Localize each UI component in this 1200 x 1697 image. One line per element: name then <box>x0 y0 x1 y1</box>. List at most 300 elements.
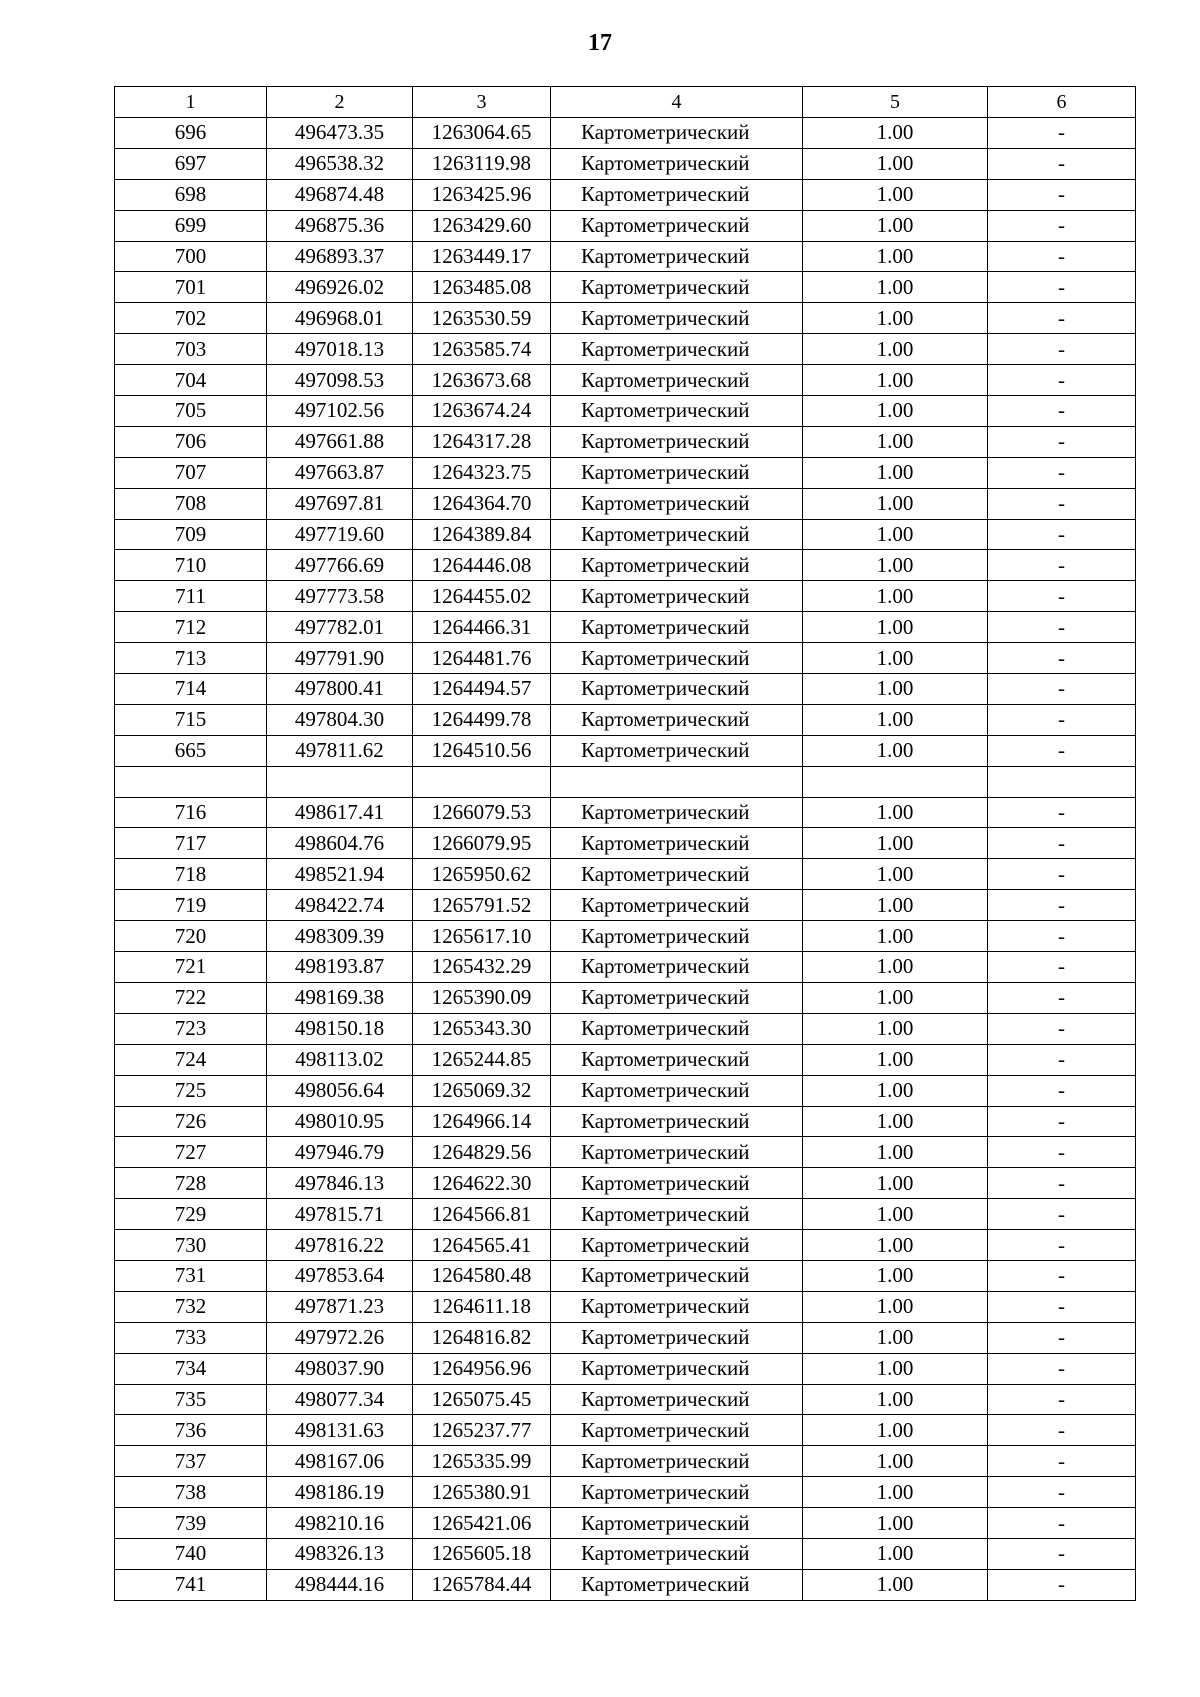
x-coordinate-cell: 498309.39 <box>267 921 413 952</box>
note-cell: - <box>988 704 1136 735</box>
accuracy-cell: 1.00 <box>803 982 988 1013</box>
accuracy-cell: 1.00 <box>803 426 988 457</box>
table-row <box>115 272 1136 303</box>
accuracy-cell: 1.00 <box>803 1137 988 1168</box>
method-cell: Картометрический <box>551 488 803 519</box>
accuracy-cell: 1.00 <box>803 241 988 272</box>
x-coordinate-cell: 498056.64 <box>267 1075 413 1106</box>
y-coordinate-cell: 1263064.65 <box>413 118 551 149</box>
note-cell: - <box>988 148 1136 179</box>
accuracy-cell: 1.00 <box>803 1384 988 1415</box>
accuracy-cell: 1.00 <box>803 148 988 179</box>
y-coordinate-cell: 1264494.57 <box>413 674 551 705</box>
note-cell: - <box>988 550 1136 581</box>
x-coordinate-cell: 497773.58 <box>267 581 413 612</box>
accuracy-cell: 1.00 <box>803 1199 988 1230</box>
note-cell: - <box>988 952 1136 983</box>
x-coordinate-cell: 498150.18 <box>267 1013 413 1044</box>
method-cell: Картометрический <box>551 426 803 457</box>
point-number-cell: 698 <box>115 179 267 210</box>
y-coordinate-cell: 1263530.59 <box>413 303 551 334</box>
point-number-cell: 702 <box>115 303 267 334</box>
x-coordinate-cell: 497663.87 <box>267 457 413 488</box>
method-cell: Картометрический <box>551 921 803 952</box>
table-row <box>115 1477 1136 1508</box>
x-coordinate-cell: 497098.53 <box>267 365 413 396</box>
method-cell: Картометрический <box>551 457 803 488</box>
accuracy-cell: 1.00 <box>803 1477 988 1508</box>
point-number-cell: 734 <box>115 1353 267 1384</box>
table-row <box>115 1508 1136 1539</box>
accuracy-cell: 1.00 <box>803 519 988 550</box>
method-cell: Картометрический <box>551 1477 803 1508</box>
x-coordinate-cell: 498167.06 <box>267 1446 413 1477</box>
column-header: 3 <box>413 87 551 118</box>
table-row <box>115 303 1136 334</box>
point-number-cell: 713 <box>115 643 267 674</box>
method-cell: Картометрический <box>551 1260 803 1291</box>
x-coordinate-cell: 497018.13 <box>267 334 413 365</box>
method-cell: Картометрический <box>551 1508 803 1539</box>
x-coordinate-cell: 497791.90 <box>267 643 413 674</box>
table-row <box>115 952 1136 983</box>
y-coordinate-cell: 1264566.81 <box>413 1199 551 1230</box>
column-header: 5 <box>803 87 988 118</box>
method-cell: Картометрический <box>551 396 803 427</box>
accuracy-cell: 1.00 <box>803 797 988 828</box>
table-row <box>115 643 1136 674</box>
table-row <box>115 118 1136 149</box>
x-coordinate-cell: 497102.56 <box>267 396 413 427</box>
point-number-cell: 721 <box>115 952 267 983</box>
note-cell: - <box>988 1137 1136 1168</box>
table-row <box>115 828 1136 859</box>
table-row <box>115 1569 1136 1600</box>
y-coordinate-cell: 1263429.60 <box>413 210 551 241</box>
y-coordinate-cell: 1266079.95 <box>413 828 551 859</box>
table-row <box>115 921 1136 952</box>
accuracy-cell: 1.00 <box>803 1291 988 1322</box>
method-cell: Картометрический <box>551 1168 803 1199</box>
point-number-cell: 733 <box>115 1322 267 1353</box>
note-cell: - <box>988 735 1136 766</box>
note-cell: - <box>988 890 1136 921</box>
note-cell: - <box>988 1384 1136 1415</box>
note-cell: - <box>988 921 1136 952</box>
note-cell: - <box>988 457 1136 488</box>
note-cell: - <box>988 1508 1136 1539</box>
x-coordinate-cell: 496874.48 <box>267 179 413 210</box>
accuracy-cell: 1.00 <box>803 210 988 241</box>
method-cell: Картометрический <box>551 982 803 1013</box>
method-cell: Картометрический <box>551 1569 803 1600</box>
note-cell: - <box>988 1477 1136 1508</box>
note-cell: - <box>988 982 1136 1013</box>
point-number-cell: 717 <box>115 828 267 859</box>
x-coordinate-cell: 496538.32 <box>267 148 413 179</box>
table-row <box>115 1044 1136 1075</box>
note-cell: - <box>988 1044 1136 1075</box>
x-coordinate-cell: 496893.37 <box>267 241 413 272</box>
method-cell: Картометрический <box>551 1446 803 1477</box>
x-coordinate-cell: 498131.63 <box>267 1415 413 1446</box>
note-cell: - <box>988 1353 1136 1384</box>
x-coordinate-cell: 497804.30 <box>267 704 413 735</box>
table-row <box>115 797 1136 828</box>
method-cell: Картометрический <box>551 519 803 550</box>
y-coordinate-cell: 1264622.30 <box>413 1168 551 1199</box>
note-cell: - <box>988 488 1136 519</box>
note-cell: - <box>988 396 1136 427</box>
table-row <box>115 1415 1136 1446</box>
point-number-cell: 723 <box>115 1013 267 1044</box>
table-row <box>115 704 1136 735</box>
accuracy-cell: 1.00 <box>803 674 988 705</box>
point-number-cell: 725 <box>115 1075 267 1106</box>
table-row <box>115 210 1136 241</box>
y-coordinate-cell: 1264499.78 <box>413 704 551 735</box>
y-coordinate-cell: 1264565.41 <box>413 1230 551 1261</box>
method-cell: Картометрический <box>551 1044 803 1075</box>
table-row <box>115 1538 1136 1569</box>
accuracy-cell: 1.00 <box>803 1538 988 1569</box>
accuracy-cell: 1.00 <box>803 1230 988 1261</box>
point-number-cell: 704 <box>115 365 267 396</box>
y-coordinate-cell: 1264816.82 <box>413 1322 551 1353</box>
x-coordinate-cell: 498169.38 <box>267 982 413 1013</box>
y-coordinate-cell: 1264317.28 <box>413 426 551 457</box>
accuracy-cell: 1.00 <box>803 1075 988 1106</box>
y-coordinate-cell: 1265390.09 <box>413 982 551 1013</box>
method-cell: Картометрический <box>551 272 803 303</box>
table-row <box>115 1199 1136 1230</box>
accuracy-cell <box>803 766 988 797</box>
accuracy-cell: 1.00 <box>803 303 988 334</box>
note-cell: - <box>988 1538 1136 1569</box>
x-coordinate-cell: 498010.95 <box>267 1106 413 1137</box>
method-cell: Картометрический <box>551 1199 803 1230</box>
x-coordinate-cell: 498193.87 <box>267 952 413 983</box>
x-coordinate-cell: 497853.64 <box>267 1260 413 1291</box>
y-coordinate-cell: 1264956.96 <box>413 1353 551 1384</box>
table-row <box>115 1446 1136 1477</box>
method-cell: Картометрический <box>551 1353 803 1384</box>
point-number-cell: 729 <box>115 1199 267 1230</box>
note-cell: - <box>988 365 1136 396</box>
x-coordinate-cell: 496926.02 <box>267 272 413 303</box>
accuracy-cell: 1.00 <box>803 859 988 890</box>
accuracy-cell: 1.00 <box>803 272 988 303</box>
note-cell: - <box>988 1415 1136 1446</box>
y-coordinate-cell: 1264455.02 <box>413 581 551 612</box>
y-coordinate-cell: 1263674.24 <box>413 396 551 427</box>
point-number-cell: 731 <box>115 1260 267 1291</box>
column-header: 4 <box>551 87 803 118</box>
accuracy-cell: 1.00 <box>803 1353 988 1384</box>
method-cell: Картометрический <box>551 581 803 612</box>
table-row <box>115 1291 1136 1322</box>
method-cell: Картометрический <box>551 1106 803 1137</box>
y-coordinate-cell: 1263673.68 <box>413 365 551 396</box>
y-coordinate-cell: 1265605.18 <box>413 1538 551 1569</box>
note-cell: - <box>988 1199 1136 1230</box>
point-number-cell: 709 <box>115 519 267 550</box>
method-cell: Картометрический <box>551 704 803 735</box>
point-number-cell: 707 <box>115 457 267 488</box>
table-row <box>115 581 1136 612</box>
accuracy-cell: 1.00 <box>803 1044 988 1075</box>
x-coordinate-cell: 498113.02 <box>267 1044 413 1075</box>
x-coordinate-cell: 497846.13 <box>267 1168 413 1199</box>
point-number-cell: 711 <box>115 581 267 612</box>
note-cell: - <box>988 303 1136 334</box>
table-row <box>115 890 1136 921</box>
table-row <box>115 241 1136 272</box>
y-coordinate-cell: 1263485.08 <box>413 272 551 303</box>
x-coordinate-cell: 496875.36 <box>267 210 413 241</box>
x-coordinate-cell: 497815.71 <box>267 1199 413 1230</box>
note-cell: - <box>988 241 1136 272</box>
y-coordinate-cell: 1265791.52 <box>413 890 551 921</box>
x-coordinate-cell: 498521.94 <box>267 859 413 890</box>
x-coordinate-cell: 497782.01 <box>267 612 413 643</box>
table-row <box>115 1013 1136 1044</box>
table-row <box>115 550 1136 581</box>
method-cell: Картометрический <box>551 179 803 210</box>
point-number-cell: 714 <box>115 674 267 705</box>
point-number-cell: 735 <box>115 1384 267 1415</box>
note-cell: - <box>988 1260 1136 1291</box>
table-row <box>115 674 1136 705</box>
point-number-cell: 712 <box>115 612 267 643</box>
table-row <box>115 179 1136 210</box>
note-cell: - <box>988 1013 1136 1044</box>
x-coordinate-cell: 498210.16 <box>267 1508 413 1539</box>
method-cell: Картометрический <box>551 643 803 674</box>
note-cell: - <box>988 674 1136 705</box>
table-row <box>115 1168 1136 1199</box>
method-cell: Картометрический <box>551 1415 803 1446</box>
point-number-cell: 736 <box>115 1415 267 1446</box>
point-number-cell: 718 <box>115 859 267 890</box>
note-cell: - <box>988 859 1136 890</box>
accuracy-cell: 1.00 <box>803 921 988 952</box>
point-number-cell: 703 <box>115 334 267 365</box>
point-number-cell: 699 <box>115 210 267 241</box>
method-cell: Картометрический <box>551 952 803 983</box>
column-header: 6 <box>988 87 1136 118</box>
method-cell: Картометрический <box>551 674 803 705</box>
y-coordinate-cell <box>413 766 551 797</box>
accuracy-cell: 1.00 <box>803 118 988 149</box>
method-cell: Картометрический <box>551 1137 803 1168</box>
method-cell: Картометрический <box>551 550 803 581</box>
note-cell: - <box>988 272 1136 303</box>
table-row <box>115 426 1136 457</box>
note-cell: - <box>988 334 1136 365</box>
y-coordinate-cell: 1264611.18 <box>413 1291 551 1322</box>
note-cell: - <box>988 118 1136 149</box>
x-coordinate-cell: 497719.60 <box>267 519 413 550</box>
point-number-cell: 738 <box>115 1477 267 1508</box>
x-coordinate-cell <box>267 766 413 797</box>
note-cell: - <box>988 210 1136 241</box>
accuracy-cell: 1.00 <box>803 1106 988 1137</box>
accuracy-cell: 1.00 <box>803 488 988 519</box>
table-row <box>115 1230 1136 1261</box>
method-cell <box>551 766 803 797</box>
point-number-cell: 737 <box>115 1446 267 1477</box>
x-coordinate-cell: 498077.34 <box>267 1384 413 1415</box>
accuracy-cell: 1.00 <box>803 1260 988 1291</box>
point-number-cell: 722 <box>115 982 267 1013</box>
y-coordinate-cell: 1264364.70 <box>413 488 551 519</box>
method-cell: Картометрический <box>551 797 803 828</box>
y-coordinate-cell: 1265950.62 <box>413 859 551 890</box>
table-row <box>115 1075 1136 1106</box>
accuracy-cell: 1.00 <box>803 1415 988 1446</box>
point-number-cell: 697 <box>115 148 267 179</box>
y-coordinate-cell: 1263585.74 <box>413 334 551 365</box>
accuracy-cell: 1.00 <box>803 1508 988 1539</box>
x-coordinate-cell: 497766.69 <box>267 550 413 581</box>
x-coordinate-cell: 497946.79 <box>267 1137 413 1168</box>
y-coordinate-cell: 1265237.77 <box>413 1415 551 1446</box>
table-row <box>115 612 1136 643</box>
note-cell: - <box>988 828 1136 859</box>
table-row <box>115 1137 1136 1168</box>
note-cell: - <box>988 581 1136 612</box>
x-coordinate-cell: 497972.26 <box>267 1322 413 1353</box>
point-number-cell: 740 <box>115 1538 267 1569</box>
table-row <box>115 488 1136 519</box>
method-cell: Картометрический <box>551 735 803 766</box>
accuracy-cell: 1.00 <box>803 179 988 210</box>
point-number-cell: 730 <box>115 1230 267 1261</box>
table-row <box>115 859 1136 890</box>
note-cell: - <box>988 643 1136 674</box>
accuracy-cell: 1.00 <box>803 1168 988 1199</box>
accuracy-cell: 1.00 <box>803 952 988 983</box>
page-number: 17 <box>588 30 612 56</box>
accuracy-cell: 1.00 <box>803 735 988 766</box>
y-coordinate-cell: 1265617.10 <box>413 921 551 952</box>
y-coordinate-cell: 1266079.53 <box>413 797 551 828</box>
method-cell: Картометрический <box>551 148 803 179</box>
note-cell: - <box>988 1446 1136 1477</box>
accuracy-cell: 1.00 <box>803 457 988 488</box>
note-cell: - <box>988 1106 1136 1137</box>
method-cell: Картометрический <box>551 118 803 149</box>
point-number-cell: 715 <box>115 704 267 735</box>
method-cell: Картометрический <box>551 1230 803 1261</box>
point-number-cell: 726 <box>115 1106 267 1137</box>
point-number-cell: 710 <box>115 550 267 581</box>
y-coordinate-cell: 1264580.48 <box>413 1260 551 1291</box>
method-cell: Картометрический <box>551 334 803 365</box>
coordinates-table <box>114 86 1136 1601</box>
method-cell: Картометрический <box>551 1538 803 1569</box>
y-coordinate-cell: 1265075.45 <box>413 1384 551 1415</box>
method-cell: Картометрический <box>551 1075 803 1106</box>
table-row <box>115 365 1136 396</box>
y-coordinate-cell: 1264389.84 <box>413 519 551 550</box>
column-header: 1 <box>115 87 267 118</box>
x-coordinate-cell: 498037.90 <box>267 1353 413 1384</box>
table-row <box>115 1260 1136 1291</box>
x-coordinate-cell: 498444.16 <box>267 1569 413 1600</box>
y-coordinate-cell: 1264829.56 <box>413 1137 551 1168</box>
x-coordinate-cell: 496473.35 <box>267 118 413 149</box>
note-cell: - <box>988 1291 1136 1322</box>
note-cell: - <box>988 1569 1136 1600</box>
note-cell: - <box>988 797 1136 828</box>
accuracy-cell: 1.00 <box>803 550 988 581</box>
accuracy-cell: 1.00 <box>803 581 988 612</box>
accuracy-cell: 1.00 <box>803 1322 988 1353</box>
y-coordinate-cell: 1265421.06 <box>413 1508 551 1539</box>
table-row <box>115 1353 1136 1384</box>
y-coordinate-cell: 1263119.98 <box>413 148 551 179</box>
x-coordinate-cell: 498617.41 <box>267 797 413 828</box>
accuracy-cell: 1.00 <box>803 890 988 921</box>
method-cell: Картометрический <box>551 1291 803 1322</box>
note-cell: - <box>988 426 1136 457</box>
x-coordinate-cell: 497871.23 <box>267 1291 413 1322</box>
point-number-cell: 724 <box>115 1044 267 1075</box>
method-cell: Картометрический <box>551 1013 803 1044</box>
point-number-cell: 696 <box>115 118 267 149</box>
y-coordinate-cell: 1265784.44 <box>413 1569 551 1600</box>
table-row <box>115 334 1136 365</box>
x-coordinate-cell: 497800.41 <box>267 674 413 705</box>
accuracy-cell: 1.00 <box>803 1569 988 1600</box>
point-number-cell: 720 <box>115 921 267 952</box>
note-cell: - <box>988 1322 1136 1353</box>
method-cell: Картометрический <box>551 859 803 890</box>
accuracy-cell: 1.00 <box>803 1013 988 1044</box>
column-header: 2 <box>267 87 413 118</box>
accuracy-cell: 1.00 <box>803 643 988 674</box>
x-coordinate-cell: 496968.01 <box>267 303 413 334</box>
point-number-cell: 741 <box>115 1569 267 1600</box>
point-number-cell: 732 <box>115 1291 267 1322</box>
point-number-cell: 701 <box>115 272 267 303</box>
table-row <box>115 1322 1136 1353</box>
point-number-cell: 716 <box>115 797 267 828</box>
table-row <box>115 982 1136 1013</box>
note-cell: - <box>988 519 1136 550</box>
accuracy-cell: 1.00 <box>803 828 988 859</box>
x-coordinate-cell: 498604.76 <box>267 828 413 859</box>
accuracy-cell: 1.00 <box>803 334 988 365</box>
table-row <box>115 766 1136 797</box>
note-cell: - <box>988 1168 1136 1199</box>
point-number-cell: 727 <box>115 1137 267 1168</box>
y-coordinate-cell: 1264510.56 <box>413 735 551 766</box>
point-number-cell: 705 <box>115 396 267 427</box>
table-row <box>115 1384 1136 1415</box>
y-coordinate-cell: 1263425.96 <box>413 179 551 210</box>
y-coordinate-cell: 1265380.91 <box>413 1477 551 1508</box>
y-coordinate-cell: 1264466.31 <box>413 612 551 643</box>
point-number-cell: 739 <box>115 1508 267 1539</box>
note-cell: - <box>988 1075 1136 1106</box>
y-coordinate-cell: 1265244.85 <box>413 1044 551 1075</box>
table-row <box>115 148 1136 179</box>
y-coordinate-cell: 1263449.17 <box>413 241 551 272</box>
point-number-cell: 706 <box>115 426 267 457</box>
